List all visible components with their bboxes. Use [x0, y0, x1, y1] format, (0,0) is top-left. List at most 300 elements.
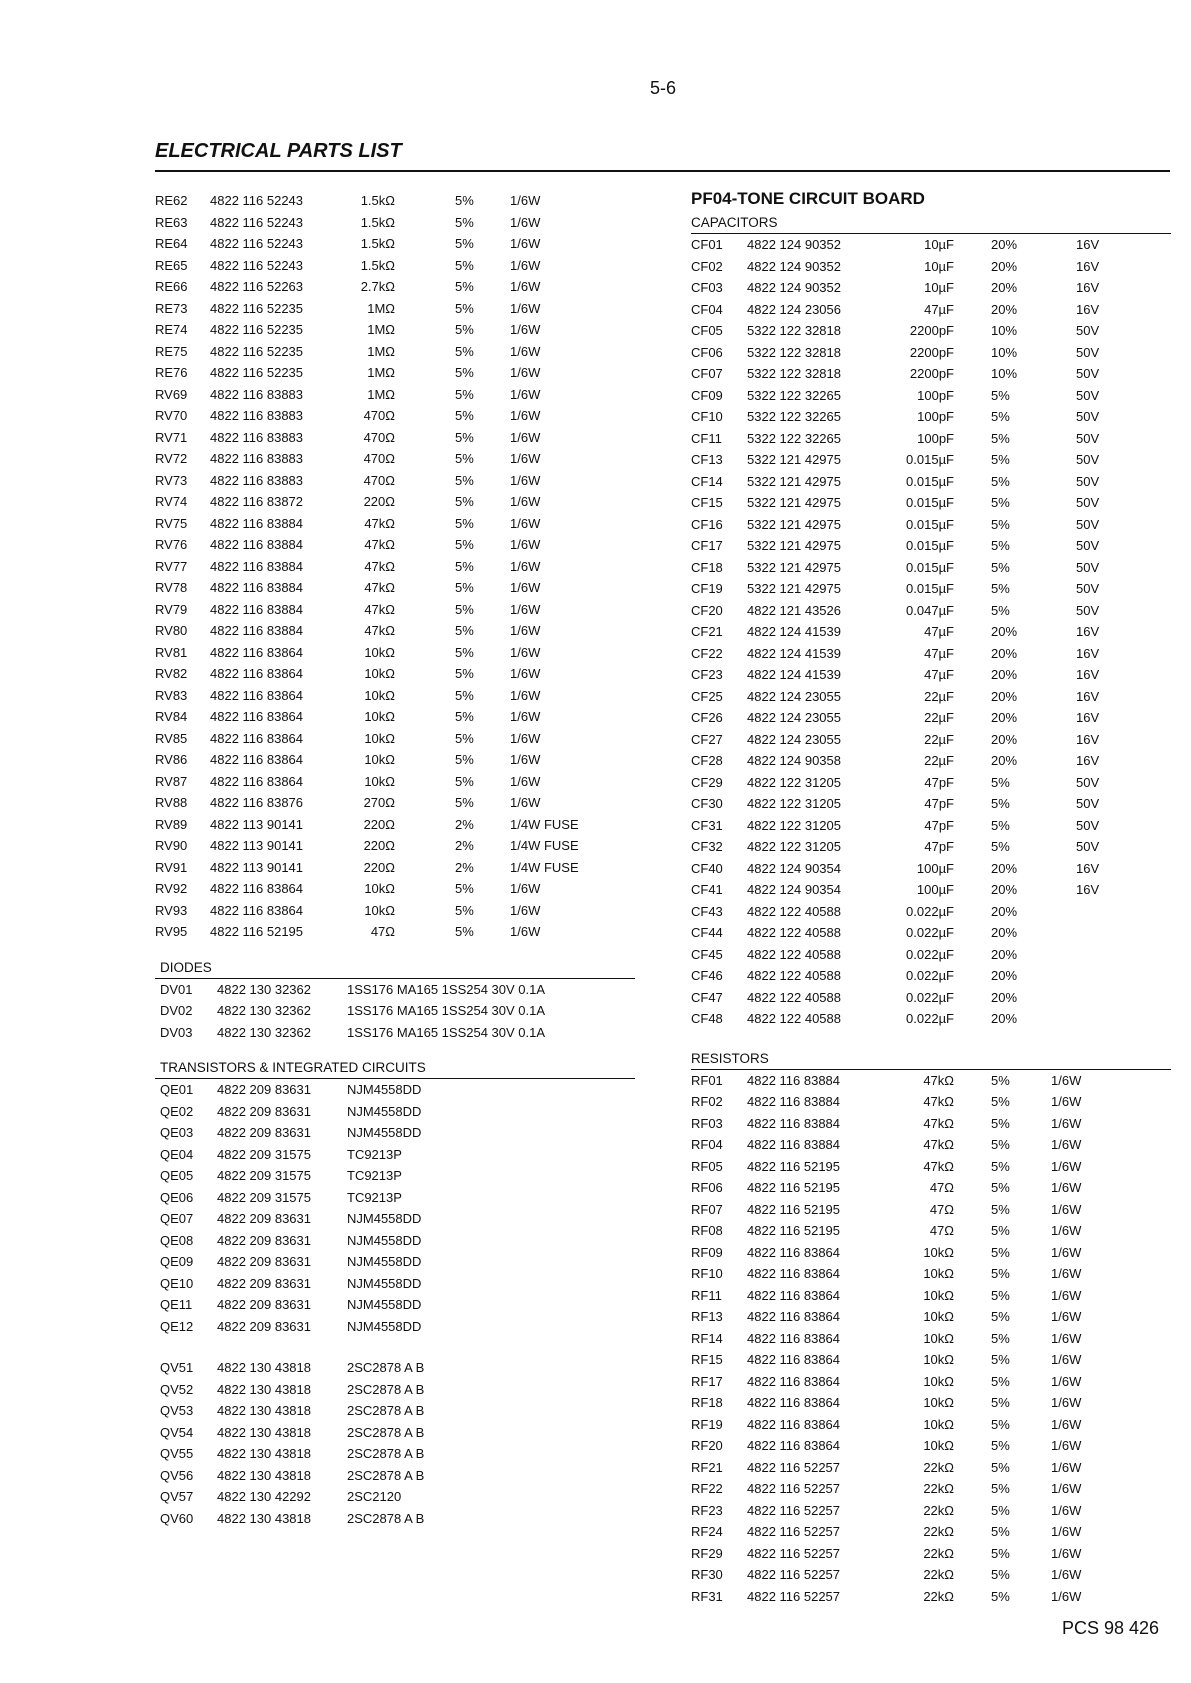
part-number-cell: 4822 116 52195 — [210, 924, 304, 939]
tolerance-cell: 5% — [991, 473, 1010, 489]
part-number-cell: 4822 116 83864 — [747, 1330, 841, 1346]
power-cell: 1/6W — [510, 408, 541, 423]
table-row — [155, 728, 635, 750]
table-row — [155, 857, 635, 879]
tolerance-cell: 5% — [455, 580, 474, 595]
ref-cell: RF09 — [691, 1244, 723, 1260]
type-cell: NJM4558DD — [347, 1297, 422, 1312]
part-number-cell: 4822 113 90141 — [210, 816, 304, 832]
value-cell: 10kΩ — [923, 1438, 954, 1453]
tolerance-cell: 5% — [991, 1373, 1010, 1389]
type-cell: NJM4558DD — [347, 1211, 422, 1226]
power-cell: 1/6W — [1051, 1524, 1082, 1539]
table-row — [155, 190, 635, 212]
ref-cell: CF21 — [691, 624, 723, 639]
part-number-cell: 4822 122 40588 — [747, 1011, 841, 1026]
power-cell: 1/6W — [510, 666, 541, 681]
ref-cell: CF25 — [691, 688, 723, 704]
value-cell: 470Ω — [363, 429, 395, 445]
part-number-cell: 4822 209 83631 — [217, 1232, 311, 1248]
part-number-cell: 4822 116 83884 — [747, 1094, 841, 1109]
ref-cell: RF15 — [691, 1352, 723, 1367]
power-cell: 1/6W — [510, 773, 541, 789]
voltage-cell: 50V — [1076, 409, 1100, 424]
table-row — [691, 1263, 1171, 1285]
value-cell: 10kΩ — [923, 1352, 954, 1367]
table-row — [691, 385, 1171, 407]
table-row — [691, 750, 1171, 772]
table-row — [691, 406, 1171, 428]
tolerance-cell: 5% — [455, 257, 474, 273]
part-number-cell: 4822 122 40588 — [747, 968, 841, 983]
table-row — [691, 1220, 1171, 1242]
table-row — [691, 578, 1171, 600]
tolerance-cell: 20% — [991, 645, 1018, 661]
part-number-cell: 4822 116 52257 — [747, 1502, 841, 1518]
tolerance-cell: 20% — [991, 989, 1018, 1005]
table-row — [155, 298, 635, 320]
tolerance-cell: 5% — [455, 322, 474, 337]
type-cell: NJM4558DD — [347, 1232, 422, 1248]
table-row — [155, 685, 635, 707]
power-cell: 1/6W — [510, 644, 541, 660]
value-cell: 47Ω — [929, 1223, 954, 1238]
tolerance-cell: 5% — [455, 279, 474, 294]
tolerance-cell: 5% — [455, 472, 474, 488]
table-row — [691, 643, 1171, 665]
value-cell: 22kΩ — [923, 1524, 954, 1539]
ref-cell: QE01 — [160, 1082, 194, 1097]
ref-cell: QV57 — [160, 1489, 194, 1504]
ref-cell: RV76 — [155, 537, 188, 552]
value-cell: 0.022µF — [906, 946, 954, 962]
table-row — [691, 1500, 1171, 1522]
ref-cell: RV95 — [155, 924, 188, 939]
part-number-cell: 4822 209 31575 — [217, 1189, 311, 1205]
table-row — [155, 1144, 635, 1166]
tolerance-cell: 10% — [991, 344, 1018, 360]
value-cell: 2200pF — [909, 366, 954, 381]
table-row — [155, 620, 635, 642]
value-cell: 10kΩ — [364, 709, 395, 724]
type-cell: 2SC2878 A B — [347, 1381, 425, 1397]
power-cell: 1/6W — [510, 558, 541, 574]
ref-cell: CF43 — [691, 903, 723, 919]
power-cell: 1/6W — [510, 386, 541, 402]
value-cell: 47kΩ — [364, 558, 395, 574]
table-row — [155, 792, 635, 814]
tolerance-cell: 20% — [991, 301, 1018, 317]
ref-cell: RF21 — [691, 1459, 723, 1475]
voltage-cell: 16V — [1076, 882, 1100, 897]
part-number-cell: 4822 121 43526 — [747, 602, 841, 618]
transistor-qv-list — [155, 1357, 635, 1529]
power-cell: 1/6W — [510, 214, 541, 230]
type-cell: 1SS176 MA165 1SS254 30V 0.1A — [347, 981, 546, 997]
table-row — [155, 599, 635, 621]
part-number-cell: 4822 116 83864 — [210, 709, 304, 724]
power-cell: 1/6W — [510, 515, 541, 531]
tolerance-cell: 5% — [991, 1395, 1010, 1410]
table-row — [691, 1435, 1171, 1457]
table-row — [155, 362, 635, 384]
ref-cell: RV83 — [155, 687, 188, 703]
table-row — [691, 1070, 1171, 1092]
table-row — [155, 1443, 635, 1465]
type-cell: TC9213P — [347, 1189, 402, 1205]
power-cell: 1/6W — [1051, 1481, 1082, 1496]
ref-cell: RE64 — [155, 236, 188, 251]
value-cell: 10kΩ — [923, 1395, 954, 1410]
tolerance-cell: 5% — [991, 1223, 1010, 1238]
ref-cell: RV75 — [155, 515, 188, 531]
ref-cell: QE06 — [160, 1189, 194, 1205]
ref-cell: CF30 — [691, 796, 723, 811]
ref-cell: RV70 — [155, 408, 188, 423]
part-number-cell: 5322 121 42975 — [747, 495, 841, 510]
tolerance-cell: 5% — [991, 495, 1010, 510]
voltage-cell: 16V — [1076, 688, 1100, 704]
power-cell: 1/6W — [1051, 1115, 1082, 1131]
type-cell: 2SC2120 — [347, 1489, 402, 1504]
tolerance-cell: 20% — [991, 710, 1018, 725]
table-row — [155, 1208, 635, 1230]
table-row — [155, 1000, 635, 1022]
part-number-cell: 4822 124 23055 — [747, 731, 841, 747]
ref-cell: DV03 — [160, 1024, 193, 1040]
tolerance-cell: 5% — [991, 409, 1010, 424]
type-cell: 2SC2878 A B — [347, 1360, 425, 1375]
table-row — [155, 1465, 635, 1487]
table-row — [691, 535, 1171, 557]
power-cell: 1/4W FUSE — [510, 859, 579, 875]
ref-cell: RF24 — [691, 1524, 723, 1539]
value-cell: 2200pF — [909, 323, 954, 338]
left-resistor-list — [155, 190, 635, 943]
value-cell: 47kΩ — [364, 515, 395, 531]
ref-cell: RV69 — [155, 386, 188, 402]
ref-cell: RV84 — [155, 709, 188, 724]
tolerance-cell: 5% — [455, 429, 474, 445]
value-cell: 22kΩ — [923, 1481, 954, 1496]
ref-cell: RF03 — [691, 1115, 723, 1131]
part-number-cell: 5322 122 32818 — [747, 344, 841, 360]
type-cell: NJM4558DD — [347, 1318, 422, 1334]
ref-cell: RF06 — [691, 1180, 723, 1195]
part-number-cell: 4822 209 83631 — [217, 1275, 311, 1291]
ref-cell: CF41 — [691, 882, 723, 897]
value-cell: 22kΩ — [923, 1567, 954, 1582]
ref-cell: CF28 — [691, 753, 723, 768]
value-cell: 100µF — [916, 860, 954, 876]
power-cell: 1/6W — [510, 902, 541, 918]
part-number-cell: 4822 130 43818 — [217, 1403, 311, 1418]
power-cell: 1/6W — [1051, 1588, 1082, 1604]
part-number-cell: 4822 122 40588 — [747, 903, 841, 919]
ref-cell: RF23 — [691, 1502, 723, 1518]
table-row — [691, 1113, 1171, 1135]
value-cell: 10kΩ — [364, 881, 395, 896]
table-row — [691, 299, 1171, 321]
value-cell: 47kΩ — [364, 601, 395, 617]
ref-cell: QV56 — [160, 1467, 194, 1483]
footer-code: PCS 98 426 — [1062, 1618, 1160, 1638]
table-row — [155, 384, 635, 406]
table-row — [691, 1543, 1171, 1565]
part-number-cell: 4822 116 52195 — [747, 1158, 841, 1174]
voltage-cell: 50V — [1076, 452, 1100, 467]
part-number-cell: 4822 116 83884 — [747, 1072, 841, 1088]
tolerance-cell: 10% — [991, 366, 1018, 381]
table-row — [691, 277, 1171, 299]
table-row — [155, 1357, 635, 1379]
value-cell: 47kΩ — [923, 1072, 954, 1088]
ref-cell: CF18 — [691, 559, 723, 575]
voltage-cell: 16V — [1076, 280, 1100, 295]
ref-cell: QV60 — [160, 1510, 194, 1526]
power-cell: 1/6W — [510, 279, 541, 294]
table-row — [691, 879, 1171, 901]
part-number-cell: 4822 124 41539 — [747, 645, 841, 661]
table-row — [691, 1586, 1171, 1608]
ref-cell: RF02 — [691, 1094, 723, 1109]
value-cell: 220Ω — [363, 859, 395, 875]
type-cell: 2SC2878 A B — [347, 1403, 425, 1418]
value-cell: 47kΩ — [923, 1137, 954, 1152]
part-number-cell: 4822 209 31575 — [217, 1146, 311, 1162]
ref-cell: RV90 — [155, 838, 188, 853]
tolerance-cell: 10% — [991, 323, 1018, 338]
power-cell: 1/6W — [510, 537, 541, 552]
value-cell: 47Ω — [370, 924, 395, 939]
part-number-cell: 4822 124 41539 — [747, 624, 841, 639]
part-number-cell: 5322 122 32265 — [747, 387, 841, 403]
ref-cell: QE10 — [160, 1275, 194, 1291]
ref-cell: RE75 — [155, 343, 188, 359]
power-cell: 1/4W FUSE — [510, 816, 579, 832]
voltage-cell: 16V — [1076, 667, 1100, 682]
part-number-cell: 4822 116 83864 — [747, 1416, 841, 1432]
table-row — [691, 1564, 1171, 1586]
power-cell: 1/6W — [510, 924, 541, 939]
value-cell: 10kΩ — [364, 902, 395, 918]
part-number-cell: 4822 209 83631 — [217, 1211, 311, 1226]
voltage-cell: 16V — [1076, 301, 1100, 317]
right-column — [691, 186, 1171, 1607]
table-row — [691, 256, 1171, 278]
value-cell: 10kΩ — [923, 1266, 954, 1281]
part-number-cell: 4822 116 83883 — [210, 451, 304, 466]
part-number-cell: 4822 116 83864 — [747, 1373, 841, 1389]
table-row — [155, 1273, 635, 1295]
voltage-cell: 50V — [1076, 344, 1100, 360]
ref-cell: QV53 — [160, 1403, 194, 1418]
part-number-cell: 4822 116 52263 — [210, 279, 304, 294]
part-number-cell: 4822 130 43818 — [217, 1381, 311, 1397]
transistor-qe-list — [155, 1079, 635, 1337]
value-cell: 47µF — [924, 645, 954, 661]
table-row — [691, 1134, 1171, 1156]
part-number-cell: 4822 130 42292 — [217, 1489, 311, 1504]
tolerance-cell: 5% — [991, 602, 1010, 618]
table-row — [155, 1508, 635, 1530]
part-number-cell: 4822 116 52195 — [747, 1223, 841, 1238]
value-cell: 1MΩ — [367, 365, 395, 380]
value-cell: 0.015µF — [906, 538, 954, 553]
voltage-cell: 50V — [1076, 796, 1100, 811]
power-cell: 1/4W FUSE — [510, 838, 579, 853]
part-number-cell: 4822 113 90141 — [210, 859, 304, 875]
part-number-cell: 4822 116 83864 — [747, 1395, 841, 1410]
tolerance-cell: 5% — [455, 773, 474, 789]
power-cell: 1/6W — [1051, 1395, 1082, 1410]
table-row — [155, 1101, 635, 1123]
value-cell: 10µF — [924, 258, 954, 274]
tolerance-cell: 5% — [991, 1459, 1010, 1475]
part-number-cell: 4822 116 83864 — [747, 1352, 841, 1367]
value-cell: 220Ω — [363, 816, 395, 832]
ref-cell: RF29 — [691, 1545, 723, 1561]
part-number-cell: 4822 116 52257 — [747, 1545, 841, 1561]
value-cell: 220Ω — [363, 494, 395, 509]
part-number-cell: 4822 116 83884 — [210, 558, 304, 574]
tolerance-cell: 5% — [991, 1115, 1010, 1131]
voltage-cell: 16V — [1076, 731, 1100, 747]
ref-cell: RV91 — [155, 859, 188, 875]
table-row — [155, 1022, 635, 1044]
tolerance-cell: 5% — [991, 817, 1010, 833]
tolerance-cell: 5% — [455, 494, 474, 509]
power-cell: 1/6W — [1051, 1567, 1082, 1582]
value-cell: 47kΩ — [364, 537, 395, 552]
power-cell: 1/6W — [510, 343, 541, 359]
tolerance-cell: 20% — [991, 731, 1018, 747]
tolerance-cell: 20% — [991, 1011, 1018, 1026]
ref-cell: RF14 — [691, 1330, 723, 1346]
table-row — [155, 921, 635, 943]
part-number-cell: 4822 130 43818 — [217, 1446, 311, 1461]
tolerance-cell: 5% — [455, 408, 474, 423]
part-number-cell: 5322 121 42975 — [747, 516, 841, 532]
table-row — [691, 1177, 1171, 1199]
value-cell: 100pF — [917, 430, 954, 446]
type-cell: NJM4558DD — [347, 1254, 422, 1269]
table-row — [155, 1165, 635, 1187]
part-number-cell: 4822 124 90352 — [747, 280, 841, 295]
value-cell: 47kΩ — [364, 580, 395, 595]
power-cell: 1/6W — [1051, 1373, 1082, 1389]
ref-cell: CF44 — [691, 925, 723, 940]
tolerance-cell: 5% — [991, 538, 1010, 553]
power-cell: 1/6W — [510, 623, 541, 638]
value-cell: 22kΩ — [923, 1459, 954, 1475]
value-cell: 10kΩ — [364, 730, 395, 746]
table-row — [691, 514, 1171, 536]
voltage-cell: 50V — [1076, 516, 1100, 532]
ref-cell: QV51 — [160, 1360, 194, 1375]
power-cell: 1/6W — [1051, 1223, 1082, 1238]
ref-cell: RF10 — [691, 1266, 723, 1281]
table-row — [155, 1316, 635, 1338]
table-row — [691, 449, 1171, 471]
part-number-cell: 4822 122 40588 — [747, 946, 841, 962]
value-cell: 22kΩ — [923, 1502, 954, 1518]
board-title: PF04-TONE CIRCUIT BOARD — [691, 189, 925, 208]
value-cell: 47µF — [924, 667, 954, 682]
ref-cell: RF20 — [691, 1438, 723, 1453]
power-cell: 1/6W — [1051, 1266, 1082, 1281]
part-number-cell: 4822 116 52235 — [210, 343, 304, 359]
type-cell: 2SC2878 A B — [347, 1467, 425, 1483]
power-cell: 1/6W — [510, 687, 541, 703]
value-cell: 47pF — [924, 796, 954, 811]
tolerance-cell: 5% — [455, 795, 474, 810]
ref-cell: RF05 — [691, 1158, 723, 1174]
ref-cell: CF14 — [691, 473, 723, 489]
table-row — [691, 836, 1171, 858]
part-number-cell: 4822 209 83631 — [217, 1297, 311, 1312]
ref-cell: RE65 — [155, 257, 188, 273]
ref-cell: QV55 — [160, 1446, 194, 1461]
part-number-cell: 4822 124 90352 — [747, 258, 841, 274]
ref-cell: CF07 — [691, 366, 723, 381]
part-number-cell: 4822 116 83884 — [747, 1115, 841, 1131]
voltage-cell: 50V — [1076, 602, 1100, 618]
power-cell: 1/6W — [1051, 1545, 1082, 1561]
document-title: ELECTRICAL PARTS LIST — [155, 140, 402, 162]
value-cell: 47kΩ — [364, 623, 395, 638]
ref-cell: CF16 — [691, 516, 723, 532]
part-number-cell: 4822 130 32362 — [217, 981, 311, 997]
table-row — [691, 1156, 1171, 1178]
tolerance-cell: 5% — [991, 452, 1010, 467]
part-number-cell: 5322 121 42975 — [747, 473, 841, 489]
type-cell: NJM4558DD — [347, 1125, 422, 1140]
ref-cell: CF13 — [691, 452, 723, 467]
voltage-cell: 50V — [1076, 559, 1100, 575]
tolerance-cell: 20% — [991, 903, 1018, 919]
ref-cell: QV52 — [160, 1381, 194, 1397]
part-number-cell: 4822 122 31205 — [747, 817, 841, 833]
ref-cell: RV92 — [155, 881, 188, 896]
voltage-cell: 50V — [1076, 323, 1100, 338]
ref-cell: CF05 — [691, 323, 723, 338]
tolerance-cell: 5% — [991, 559, 1010, 575]
ref-cell: RF04 — [691, 1137, 723, 1152]
type-cell: 1SS176 MA165 1SS254 30V 0.1A — [347, 1024, 546, 1040]
ref-cell: RV79 — [155, 601, 188, 617]
tolerance-cell: 5% — [991, 1244, 1010, 1260]
tolerance-cell: 5% — [991, 1094, 1010, 1109]
table-row — [691, 1091, 1171, 1113]
table-row — [155, 470, 635, 492]
ref-cell: CF02 — [691, 258, 723, 274]
value-cell: 22µF — [924, 753, 954, 768]
value-cell: 100pF — [917, 409, 954, 424]
ref-cell: RV74 — [155, 494, 188, 509]
part-number-cell: 5322 121 42975 — [747, 452, 841, 467]
voltage-cell: 50V — [1076, 366, 1100, 381]
ref-cell: RF19 — [691, 1416, 723, 1432]
value-cell: 22kΩ — [923, 1588, 954, 1604]
table-row — [691, 922, 1171, 944]
voltage-cell: 16V — [1076, 710, 1100, 725]
value-cell: 10kΩ — [923, 1309, 954, 1324]
value-cell: 10kΩ — [923, 1244, 954, 1260]
ref-cell: RV71 — [155, 429, 188, 445]
tolerance-cell: 5% — [455, 709, 474, 724]
type-cell: 1SS176 MA165 1SS254 30V 0.1A — [347, 1003, 546, 1018]
